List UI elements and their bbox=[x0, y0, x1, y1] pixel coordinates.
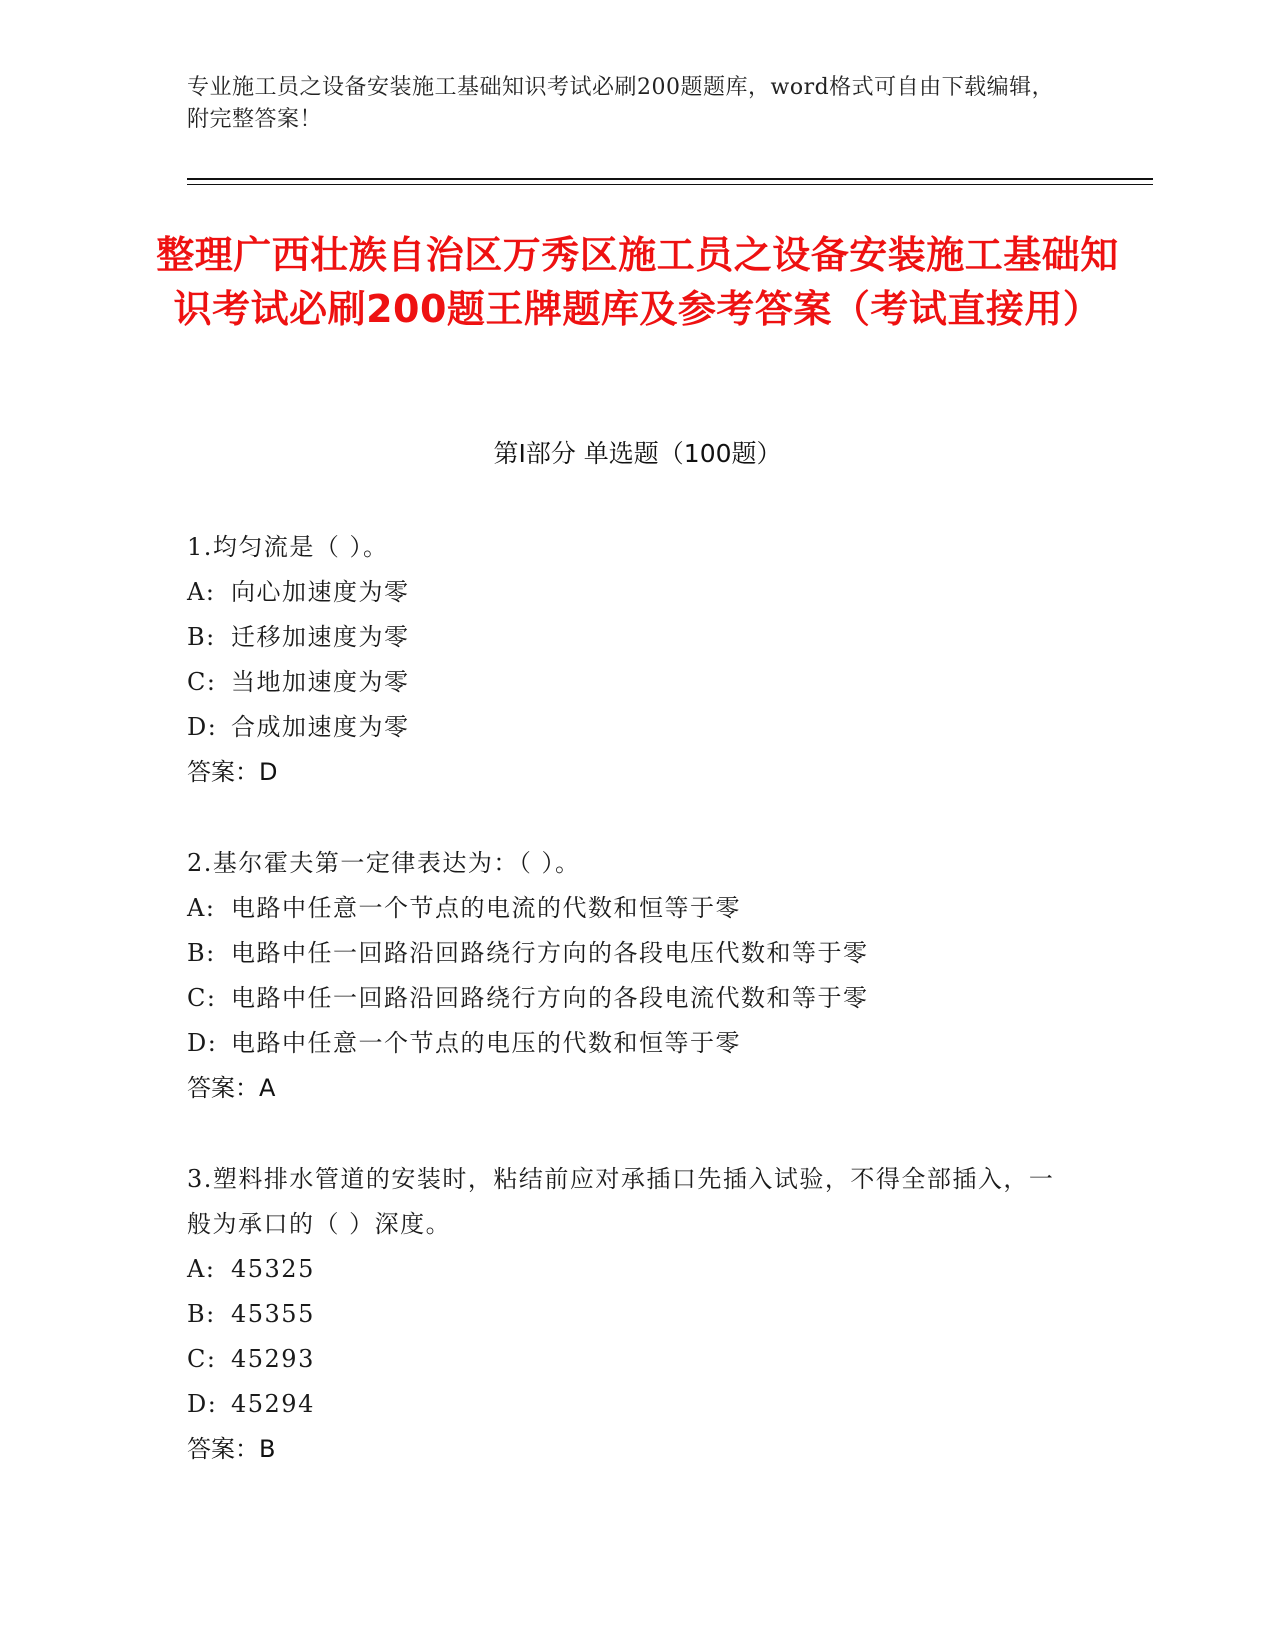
option-text: 向心加速度为零 bbox=[231, 578, 410, 606]
option-a bbox=[187, 1247, 1067, 1292]
question-stem: 2.基尔霍夫第一定律表达为：（ ）。 bbox=[187, 849, 581, 877]
answer-line: 答案：A bbox=[187, 1074, 276, 1102]
document-title: 整理广西壮族自治区万秀区施工员之设备安装施工基础知识考试必刷200题王牌题库及参考答案（考试直接用） bbox=[156, 233, 1119, 331]
option-d bbox=[187, 1382, 1067, 1427]
option-text: 45325 bbox=[231, 1255, 315, 1283]
question-1 bbox=[187, 525, 1067, 795]
option-text: 电路中任一回路沿回路绕行方向的各段电压代数和等于零 bbox=[231, 939, 869, 967]
question-stem: 1.均匀流是（ ）。 bbox=[187, 533, 389, 561]
section-heading: 第Ⅰ部分 单选题（100题） bbox=[493, 439, 782, 468]
option-letter: D: bbox=[187, 1029, 218, 1057]
option-letter: C: bbox=[187, 984, 217, 1012]
option-letter: B: bbox=[187, 939, 216, 967]
option-letter: B: bbox=[187, 1300, 216, 1328]
option-d bbox=[187, 705, 1067, 750]
option-text: 45294 bbox=[231, 1390, 315, 1418]
question-3 bbox=[187, 1157, 1067, 1472]
answer-line: 答案：D bbox=[187, 758, 278, 786]
option-letter: C: bbox=[187, 668, 217, 696]
option-b bbox=[187, 931, 1067, 976]
header-divider-thick bbox=[187, 178, 1153, 180]
option-letter: A: bbox=[187, 578, 216, 606]
header-divider-thin bbox=[187, 184, 1153, 185]
option-text: 45293 bbox=[231, 1345, 315, 1373]
option-text: 电路中任一回路沿回路绕行方向的各段电流代数和等于零 bbox=[231, 984, 869, 1012]
option-b bbox=[187, 1292, 1067, 1337]
option-text: 当地加速度为零 bbox=[231, 668, 410, 696]
option-letter: A: bbox=[187, 1255, 216, 1283]
header-note: 专业施工员之设备安装施工基础知识考试必刷200题题库，word格式可自由下载编辑，附完整答案！ bbox=[187, 75, 1055, 132]
option-letter: D: bbox=[187, 1390, 218, 1418]
option-text: 电路中任意一个节点的电流的代数和恒等于零 bbox=[231, 894, 741, 922]
option-letter: C: bbox=[187, 1345, 217, 1373]
option-d bbox=[187, 1021, 1067, 1066]
option-text: 迁移加速度为零 bbox=[231, 623, 410, 651]
question-2 bbox=[187, 841, 1067, 1111]
option-c bbox=[187, 1337, 1067, 1382]
option-a bbox=[187, 570, 1067, 615]
option-text: 合成加速度为零 bbox=[231, 713, 410, 741]
option-a bbox=[187, 886, 1067, 931]
option-b bbox=[187, 615, 1067, 660]
option-text: 45355 bbox=[231, 1300, 315, 1328]
option-letter: D: bbox=[187, 713, 218, 741]
option-letter: A: bbox=[187, 894, 216, 922]
question-stem: 3.塑料排水管道的安装时，粘结前应对承插口先插入试验，不得全部插入，一般为承口的（ ）深度。 bbox=[187, 1165, 1055, 1238]
option-c bbox=[187, 976, 1067, 1021]
answer-line: 答案：B bbox=[187, 1435, 276, 1463]
question-list bbox=[187, 525, 1067, 1518]
option-c bbox=[187, 660, 1067, 705]
option-text: 电路中任意一个节点的电压的代数和恒等于零 bbox=[231, 1029, 741, 1057]
option-letter: B: bbox=[187, 623, 216, 651]
